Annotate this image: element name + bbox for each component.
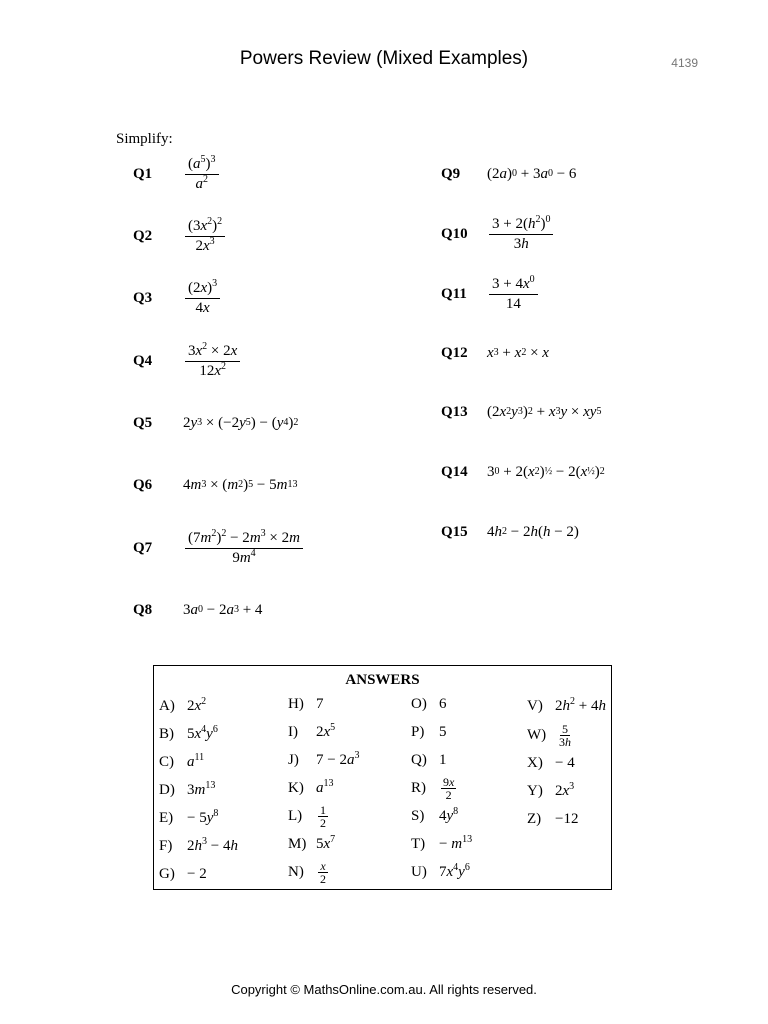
answer-expression: $2x^5$ xyxy=(316,721,336,740)
answer-s: S) $4y^8$ xyxy=(411,805,459,824)
answer-a: A) $2x^2$ xyxy=(159,695,207,714)
answer-e: E) − $5y^8$ xyxy=(159,807,219,826)
question-q6 xyxy=(133,455,297,515)
answer-i: I) $2x^5$ xyxy=(288,721,336,740)
answer-expression: − $5y^8$ xyxy=(187,807,219,826)
answer-v: V) $2h^2 + 4h$ xyxy=(527,695,606,714)
answer-m: M) $5x^7$ xyxy=(288,833,336,852)
question-q2 xyxy=(133,206,227,266)
question-q7 xyxy=(133,518,305,578)
page-title: Powers Review (Mixed Examples) xyxy=(239,48,529,69)
answer-expression: $2h^3 - 4h$ xyxy=(187,835,238,854)
question-label: Q12 xyxy=(441,344,468,361)
answer-expression: $a^{11}$ xyxy=(187,751,205,770)
answer-expression: − 2 xyxy=(187,865,207,882)
question-label: Q3 xyxy=(133,289,153,306)
question-q14 xyxy=(441,442,605,502)
question-expression: $\frac{(2x)^3}{4x}$ xyxy=(183,280,222,317)
question-label: Q8 xyxy=(133,601,153,618)
answer-expression: $2h^2 + 4h$ xyxy=(555,695,606,714)
answer-z: Z) −12 xyxy=(527,810,579,827)
question-q4 xyxy=(133,331,242,391)
question-label: Q5 xyxy=(133,414,153,431)
question-q3 xyxy=(133,268,222,328)
answer-u: U) $7x^4y^6$ xyxy=(411,861,470,880)
question-expression: $\frac{3x^2 \times 2x}{12x^2}$ xyxy=(183,343,242,380)
answer-expression: $\frac{x}{2}$ xyxy=(320,858,326,886)
answer-x: X) − 4 xyxy=(527,754,575,771)
question-expression: $\frac{(a^5)^3}{a^2}$ xyxy=(183,156,221,193)
answer-expression: $7 - 2a^3$ xyxy=(316,749,360,768)
answer-expression: − 4 xyxy=(555,754,575,771)
answer-r: R) $\frac{9x}{2}$ xyxy=(411,777,458,799)
answer-h: H) 7 xyxy=(288,695,324,712)
answer-f: F) $2h^3 - 4h$ xyxy=(159,835,238,854)
question-label: Q6 xyxy=(133,476,153,493)
question-label: Q9 xyxy=(441,165,461,182)
answer-o: O) 6 xyxy=(411,695,447,712)
question-expression: 3 a 0 − 2 a 3 + 4 xyxy=(183,601,263,618)
question-label: Q2 xyxy=(133,227,153,244)
question-expression: 2 y 3 × (−2 y 5 ) − ( y 4 ) 2 xyxy=(183,414,299,431)
answer-c: C) $a^{11}$ xyxy=(159,751,205,770)
answer-w: W) $\frac{5}{3h}$ xyxy=(527,724,575,746)
answer-expression: $\frac{5}{3h}$ xyxy=(559,721,571,749)
page-code: 4139 xyxy=(671,56,698,70)
answer-d: D) $3m^{13}$ xyxy=(159,779,216,798)
question-label: Q10 xyxy=(441,225,468,242)
question-q5 xyxy=(133,393,298,453)
answer-b: B) $5x^4y^6$ xyxy=(159,723,218,742)
answer-t: T) − $m^{13}$ xyxy=(411,833,473,852)
instruction-text: Simplify: xyxy=(116,131,173,147)
answer-expression: $2x^3$ xyxy=(555,780,575,799)
question-label: Q7 xyxy=(133,539,153,556)
question-expression: $\frac{3 + 4x^0}{14}$ xyxy=(487,276,540,313)
answer-expression: $3m^{13}$ xyxy=(187,779,216,798)
question-q13 xyxy=(441,382,601,442)
answer-expression: − $m^{13}$ xyxy=(439,833,473,852)
question-q10 xyxy=(441,204,555,264)
answer-expression: $\frac{1}{2}$ xyxy=(320,802,326,830)
answer-k: K) $a^{13}$ xyxy=(288,777,334,796)
question-q15 xyxy=(441,502,579,562)
answers-title: ANSWERS xyxy=(345,672,420,688)
question-expression: 3 0 + 2( x 2 ) ½ − 2( x ½ ) 2 xyxy=(487,463,605,480)
question-expression: x 3 + x 2 × x xyxy=(487,344,549,361)
answer-expression: $\frac{9x}{2}$ xyxy=(443,774,455,802)
question-q12 xyxy=(441,323,549,383)
question-label: Q11 xyxy=(441,285,467,302)
copyright-footer: Copyright © MathsOnline.com.au. All rights reserved. xyxy=(231,982,537,997)
question-label: Q4 xyxy=(133,352,153,369)
answer-expression: −12 xyxy=(555,810,579,827)
answer-q: Q) 1 xyxy=(411,751,447,768)
question-expression: 4 h 2 − 2 h ( h − 2) xyxy=(487,523,579,540)
question-label: Q1 xyxy=(133,165,153,182)
answer-g: G) − 2 xyxy=(159,865,207,882)
answer-expression: $a^{13}$ xyxy=(316,777,334,796)
question-q11 xyxy=(441,264,540,324)
question-expression: $\frac{(7m^2)^2 - 2m^3 \times 2m}{9m^4}$ xyxy=(183,530,305,567)
question-expression: 4 m 3 × ( m 2 ) 5 − 5 m 13 xyxy=(183,476,298,493)
answer-expression: 6 xyxy=(439,695,447,712)
answer-expression: $7x^4y^6$ xyxy=(439,861,470,880)
question-expression: (2 x 2 y 3 ) 2 + x 3 y × xy 5 xyxy=(487,403,602,420)
question-q1 xyxy=(133,144,221,204)
question-q9 xyxy=(441,144,576,204)
answer-expression: 1 xyxy=(439,751,447,768)
answer-l: L) $\frac{1}{2}$ xyxy=(288,805,330,827)
answer-j: J) $7 - 2a^3$ xyxy=(288,749,360,768)
question-label: Q14 xyxy=(441,463,468,480)
question-expression: (2 a ) 0 + 3 a 0 − 6 xyxy=(487,165,577,182)
answer-expression: $4y^8$ xyxy=(439,805,459,824)
question-label: Q13 xyxy=(441,403,468,420)
answer-p: P) 5 xyxy=(411,723,447,740)
answer-expression: $2x^2$ xyxy=(187,695,207,714)
answer-y: Y) $2x^3$ xyxy=(527,780,575,799)
answer-expression: $5x^4y^6$ xyxy=(187,723,218,742)
answer-expression: 5 xyxy=(439,723,447,740)
answers-box xyxy=(153,665,612,890)
answer-expression: 7 xyxy=(316,695,324,712)
question-label: Q15 xyxy=(441,523,468,540)
answer-n: N) $\frac{x}{2}$ xyxy=(288,861,330,883)
answer-expression: $5x^7$ xyxy=(316,833,336,852)
question-expression: $\frac{(3x^2)^2}{2x^3}$ xyxy=(183,218,227,255)
question-q8 xyxy=(133,580,262,640)
question-expression: $\frac{3 + 2(h^2)^0}{3h}$ xyxy=(487,216,555,253)
